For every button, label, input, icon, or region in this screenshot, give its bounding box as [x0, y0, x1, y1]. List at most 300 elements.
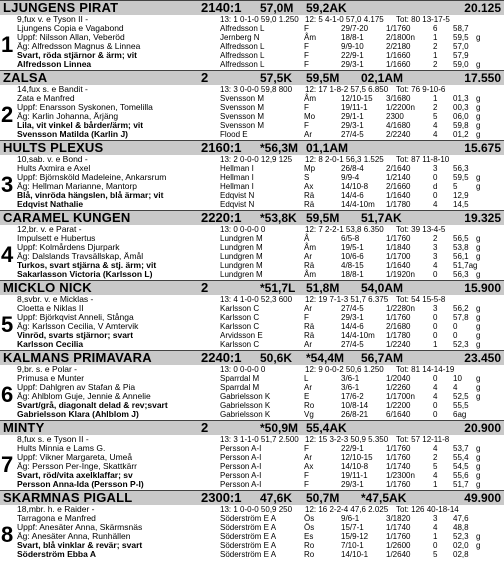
info-line: Karlsson Cecilia [17, 340, 84, 349]
start-cell: Ax [304, 462, 314, 471]
start-cell: 1/1760 [386, 234, 411, 243]
start-cell: g [476, 243, 481, 252]
start-cell: 58,7 [453, 24, 469, 33]
start-cell: 3 [433, 252, 438, 261]
start-cell: 12/10-15 [341, 453, 373, 462]
start-cell: Ar [304, 252, 312, 261]
start-cell: Ar [304, 130, 312, 139]
start-cell: 0 [433, 191, 438, 200]
stats-line: 12: 7 2-2-1 53,8 6.350 [305, 225, 384, 234]
info-line: Zata e Manfred [17, 94, 75, 103]
start-cell: 51,7 [453, 480, 469, 489]
info-line: Äg: Karlsson Cecilia, V Amtervik [17, 322, 139, 331]
start-cell: 5 [433, 462, 438, 471]
start-cell: 0 [433, 374, 438, 383]
season-stats [220, 435, 299, 444]
horse-entry [0, 70, 504, 140]
start-cell: 3/6-1 [341, 374, 360, 383]
entry-header [0, 490, 504, 505]
start-row [220, 453, 500, 462]
start-cell: 1 [433, 480, 438, 489]
start-row [220, 410, 500, 419]
start-cell: 1/2040 [386, 374, 411, 383]
start-cell: 0 [433, 173, 438, 182]
career-total: Tot: 39 13-4-5 [396, 225, 446, 234]
record-time: 57,5K [260, 71, 293, 85]
start-cell: 2 [433, 103, 438, 112]
info-line: Uppf: Dahlgren av Stafan & Pia [17, 383, 136, 392]
start-row [220, 191, 500, 200]
start-cell: Edqvist N [220, 200, 255, 209]
start-cell: Sparrdal M [220, 374, 260, 383]
start-cell: 57,0 [453, 42, 469, 51]
season-stats [220, 365, 265, 374]
start-cell: 0 [453, 322, 458, 331]
start-row [220, 200, 500, 209]
recent-starts [220, 164, 500, 209]
start-cell: Ro [304, 541, 315, 550]
info-line: Uppf: Nilsson Allan, Veberöd [17, 33, 125, 42]
start-cell: Persson A-I [220, 453, 262, 462]
start-cell: 12,9 [453, 191, 469, 200]
start-cell: 4 [433, 392, 438, 401]
start-cell: 14/10-8 [341, 462, 369, 471]
entry-header [0, 420, 504, 435]
start-cell: 4 [433, 261, 438, 270]
start-cell: 19/5-1 [341, 243, 364, 252]
info-line: 9,br. s. e Polar - [17, 365, 77, 374]
info-line: Svart, röd/vita axelklaffar; sv [17, 471, 133, 480]
start-distance: 2 [201, 70, 209, 85]
start-cell: 2/1680 [386, 322, 411, 331]
start-cell: 6 [433, 24, 438, 33]
start-cell: 6/5-8 [341, 234, 360, 243]
info-line: Svensson Matilda (Karlin J) [17, 130, 128, 139]
info-line: Primusa e Munter [17, 374, 85, 383]
start-cell: Svensson M [220, 94, 265, 103]
start-row [220, 374, 500, 383]
record-time: 57,0M [260, 1, 294, 15]
start-cell: 14/10-8 [341, 182, 369, 191]
start-cell: Söderström E A [220, 550, 277, 559]
info-line: Äg: Dalslands Travsällskap, Åmål [17, 252, 144, 261]
start-cell: g [476, 471, 481, 480]
start-cell: g [476, 234, 481, 243]
start-cell: 1/1740 [386, 462, 411, 471]
info-line: Impulsett e Hubertus [17, 234, 96, 243]
start-cell: Hellman I [220, 173, 254, 182]
info-line: Uppf: Enarsson Syskonen, Tomelilla [17, 103, 153, 112]
start-cell: 2 [433, 42, 438, 51]
info-line: Ljungens Copia e Vagabond [17, 24, 124, 33]
best-time: 51,8M [306, 281, 340, 295]
start-cell: F [304, 471, 309, 480]
start-row [220, 112, 500, 121]
info-line: 14,fux s. e Bandit - [17, 85, 88, 94]
start-cell: Flood E [220, 130, 248, 139]
start-row [220, 444, 500, 453]
start-cell: 3 [433, 243, 438, 252]
start-cell: 1/1760 [386, 313, 411, 322]
entry-header [0, 210, 504, 225]
stats-line: 13: 0 0-0-0 0 [220, 365, 266, 374]
start-row [220, 164, 500, 173]
record-time: *53,8K [260, 211, 297, 225]
career-total: Tot: 126 40-18-14 [396, 505, 459, 514]
best-time: 55,4AK [306, 421, 347, 435]
start-distance: 2300:1 [201, 490, 242, 505]
start-cell: 4 [433, 471, 438, 480]
start-cell: g [476, 322, 481, 331]
start-cell: 1/1780 [386, 200, 411, 209]
start-cell: 1/2300n [386, 471, 415, 480]
stats-line: 13: 0 0-0-0 0 [220, 225, 266, 234]
start-cell: g [476, 252, 481, 261]
start-cell: Lundgren M [220, 252, 263, 261]
start-cell: g [476, 331, 481, 340]
start-cell: Söderström E A [220, 541, 277, 550]
start-cell: 59,0 [453, 60, 469, 69]
start-cell: d [433, 182, 438, 191]
entry-header [0, 350, 504, 365]
entry-header [0, 280, 504, 295]
start-cell: Alfredsson L [220, 24, 265, 33]
horse-name: MINTY [3, 420, 45, 435]
season-stats-previous [305, 15, 384, 24]
start-cell: Jernberg N [220, 33, 260, 42]
start-cell: F [304, 121, 309, 130]
start-distance: 2240:1 [201, 350, 242, 365]
start-cell: 0 [433, 331, 438, 340]
start-cell: 22/9-1 [341, 444, 364, 453]
record-time: *56,3M [260, 141, 299, 155]
start-cell: 27/4-5 [341, 340, 364, 349]
start-cell: 14/4-6 [341, 191, 364, 200]
start-row [220, 383, 500, 392]
start-cell: Edqvist N [220, 191, 255, 200]
start-cell: 1/2200 [386, 401, 411, 410]
horse-entry [0, 350, 504, 420]
horse-entry [0, 210, 504, 280]
start-cell: Åm [304, 243, 316, 252]
start-cell: g [476, 112, 481, 121]
start-number: 6 [1, 382, 14, 407]
start-cell: 18/8-1 [341, 270, 364, 279]
horse-info [17, 155, 215, 209]
start-cell: Å [304, 234, 310, 243]
entry-header [0, 140, 504, 155]
start-row [220, 471, 500, 480]
start-cell: Lundgren M [220, 270, 263, 279]
start-cell: g [476, 33, 481, 42]
start-cell: 4 [433, 200, 438, 209]
start-cell: Svensson M [220, 121, 265, 130]
start-cell: Lundgren M [220, 243, 263, 252]
start-cell: L [304, 374, 309, 383]
stats-line: 12: 16 2-2-4 47,6 2.025 [305, 505, 389, 514]
start-cell: 2/1660 [386, 182, 411, 191]
best-time: 50,7M [306, 491, 340, 505]
season-stats-previous [305, 85, 388, 94]
horse-name: LJUNGENS PIRAT [3, 0, 119, 15]
start-cell: 2/1640 [386, 164, 411, 173]
start-cell: g [476, 374, 481, 383]
start-cell: 56,3 [453, 164, 469, 173]
start-cell: Åm [304, 33, 316, 42]
start-cell: 1/2200n [386, 103, 415, 112]
info-line: Äg: Anesäter Anna, Runhällen [17, 532, 131, 541]
season-stats [220, 295, 292, 304]
start-cell: Åm [304, 270, 316, 279]
horse-entry [0, 280, 504, 350]
start-cell: Svensson M [220, 112, 265, 121]
start-row [220, 322, 500, 331]
info-line: Uppf: Vikner Margareta, Umeå [17, 453, 133, 462]
start-cell: g [476, 392, 481, 401]
start-cell: 0 [433, 313, 438, 322]
start-cell: 1 [433, 340, 438, 349]
start-cell: 14/4-10m [341, 200, 375, 209]
auto-time: 51,7AK [361, 211, 402, 225]
info-line: 8,fux s. e Tyson II - [17, 435, 89, 444]
start-cell: 57,8 [453, 313, 469, 322]
start-cell: 3/1680 [386, 94, 411, 103]
start-row [220, 462, 500, 471]
start-cell: F [304, 51, 309, 60]
start-row [220, 340, 500, 349]
start-cell: 47,6 [453, 514, 469, 523]
season-stats [220, 15, 299, 24]
start-cell: Persson A-I [220, 444, 262, 453]
stats-line: 13: 3 0-0-0 59,8 800 [220, 85, 293, 94]
start-cell: 29/7-20 [341, 24, 369, 33]
start-cell: Ös [304, 523, 315, 532]
start-distance: 2 [201, 280, 209, 295]
horse-info [17, 365, 215, 419]
start-cell: 3 [433, 164, 438, 173]
start-cell: 2/2180 [386, 42, 411, 51]
start-cell: Persson A-I [220, 471, 262, 480]
start-cell: 14/4-10m [341, 331, 375, 340]
start-cell: 4 [433, 444, 438, 453]
start-cell: 1/1760 [386, 444, 411, 453]
auto-time: *47,5AK [361, 491, 407, 505]
start-cell: g [476, 94, 481, 103]
total-prize: 20.125 [464, 1, 501, 15]
start-cell: F [304, 444, 309, 453]
start-cell: 9/9-10 [341, 42, 364, 51]
start-cell: 01,3 [453, 94, 469, 103]
info-line: Cloetta e Niklas II [17, 304, 84, 313]
info-line: Tarragona e Manfred [17, 514, 96, 523]
horse-entry [0, 0, 504, 70]
start-cell: g [476, 304, 481, 313]
start-cell: 1 [433, 532, 438, 541]
start-cell: 7/10-1 [341, 541, 364, 550]
start-cell: 2 [433, 60, 438, 69]
start-cell: Alfredsson L [220, 42, 265, 51]
info-line: 18,mbr. h. e Raider - [17, 505, 95, 514]
start-cell: 19/11-1 [341, 471, 368, 480]
stats-line: 12: 19 7-1-3 51,7 6.375 [305, 295, 389, 304]
career-total: Tot: 57 12-11-8 [396, 435, 450, 444]
start-cell: 1/1660 [386, 51, 411, 60]
stats-line: 13: 1 0-1-0 59,0 1.250 [220, 15, 299, 24]
start-cell: g [476, 453, 481, 462]
career-total: Tot: 80 13-17-5 [396, 15, 450, 24]
info-line: Blå, vinröda hängslen, blå ärmar; vit [17, 191, 164, 200]
start-cell: 17/6-2 [341, 392, 364, 401]
start-cell: Gabrielsson K [220, 410, 271, 419]
start-cell: 4 [453, 383, 458, 392]
start-cell: 1/1660 [386, 60, 411, 69]
start-cell: g [476, 383, 481, 392]
entry-header [0, 70, 504, 85]
season-stats [220, 225, 265, 234]
start-cell: 2/1800n [386, 33, 415, 42]
start-cell: 0 [433, 270, 438, 279]
best-time: 01,1AM [306, 141, 349, 155]
career-total: Tot: 81 14-14-19 [396, 365, 455, 374]
start-cell: Gabrielsson K [220, 392, 271, 401]
start-cell: 54,5 [453, 462, 469, 471]
start-cell: 29/3-1 [341, 313, 364, 322]
start-row [220, 130, 500, 139]
start-cell: 2300 [386, 112, 404, 121]
start-cell: 9/9-4 [341, 173, 360, 182]
horse-info [17, 435, 215, 489]
recent-starts [220, 234, 500, 279]
start-cell: F [304, 24, 309, 33]
start-cell: 2 [433, 234, 438, 243]
total-prize: 15.675 [464, 141, 501, 155]
start-cell: 3 [433, 304, 438, 313]
start-cell: 1/1700 [386, 252, 411, 261]
start-cell: g [476, 480, 481, 489]
info-line: Svart, röda stjärnor & ärm; vit [17, 51, 137, 60]
start-cell: 18/8-1 [341, 33, 364, 42]
start-cell: 14/4-6 [341, 322, 364, 331]
start-cell: 1/1760 [386, 480, 411, 489]
start-cell: Rä [304, 200, 315, 209]
career-total: Tot: 54 15-5-8 [396, 295, 446, 304]
start-cell: 5 [433, 112, 438, 121]
start-cell: 00,3 [453, 103, 469, 112]
start-row [220, 60, 500, 69]
info-line: Uppf: Kolmårdens Djurpark [17, 243, 120, 252]
start-cell: 26/8-4 [341, 164, 364, 173]
start-cell: 4 [433, 523, 438, 532]
start-cell: g [476, 130, 481, 139]
start-cell: 5 [433, 550, 438, 559]
season-stats-previous [305, 505, 388, 514]
season-stats [220, 85, 292, 94]
info-line: 8,svbr. v. e Micklas - [17, 295, 94, 304]
start-distance: 2140:1 [201, 0, 242, 15]
start-cell: 2 [433, 453, 438, 462]
career-total: Tot: 76 9-10-6 [396, 85, 446, 94]
info-line: Svart/grå, diagonalt delad & rev;svart [17, 401, 168, 410]
best-time: 59,5M [306, 71, 340, 85]
start-cell: 29/3-1 [341, 480, 364, 489]
start-cell: Svensson M [220, 103, 265, 112]
info-line: Äg: Karlin Johanna, Årjäng [17, 112, 119, 121]
start-number: 2 [1, 102, 14, 127]
recent-starts [220, 304, 500, 349]
start-cell: 2/2240 [386, 130, 411, 139]
horse-name: KALMANS PRIMAVARA [3, 350, 152, 365]
start-cell: 22/9-1 [341, 51, 364, 60]
total-prize: 49.900 [464, 491, 501, 505]
horse-name: CARAMEL KUNGEN [3, 210, 131, 225]
info-line: Edqvist Nathalie [17, 200, 84, 209]
start-cell: 1 [433, 94, 438, 103]
start-cell: 19/11-1 [341, 103, 368, 112]
start-cell: F [304, 480, 309, 489]
start-cell: Söderström E A [220, 532, 277, 541]
start-cell: Ax [304, 182, 314, 191]
entry-header [0, 0, 504, 15]
start-cell: Ar [304, 383, 312, 392]
recent-starts [220, 24, 500, 69]
start-cell: 1/2640 [386, 550, 411, 559]
start-row [220, 42, 500, 51]
start-cell: 27/4-5 [341, 304, 364, 313]
start-cell: 1/2280n [386, 304, 415, 313]
stats-line: 13: 2 0-0-0 12,9 125 [220, 155, 293, 164]
total-prize: 15.900 [464, 281, 501, 295]
info-line: Sakarlasson Victoria (Karlsson L) [17, 270, 153, 279]
start-cell: 02,0 [453, 541, 469, 550]
start-row [220, 523, 500, 532]
start-cell: Rä [304, 261, 315, 270]
start-cell: 53,8 [453, 243, 469, 252]
start-cell: Ar [304, 453, 312, 462]
info-line: Äg: Persson Per-Inge, Skattkärr [17, 462, 137, 471]
start-cell: 1/1700n [386, 392, 415, 401]
info-line: Alfredsson Linnea [17, 60, 92, 69]
start-cell: 1/1760 [386, 453, 411, 462]
info-line: Söderström Ebba A [17, 550, 97, 559]
start-cell: 1/2600 [386, 541, 411, 550]
start-cell: Rä [304, 322, 315, 331]
total-prize: 23.450 [464, 351, 501, 365]
start-row [220, 252, 500, 261]
start-cell: Karlsson C [220, 304, 260, 313]
info-line: Äg: Alfredsson Magnus & Linnea [17, 42, 141, 51]
start-cell: 59,5 [453, 33, 469, 42]
season-stats-previous [305, 225, 384, 234]
start-cell: Söderström E A [220, 523, 277, 532]
start-cell: 1/1920n [386, 270, 415, 279]
start-distance: 2 [201, 420, 209, 435]
start-cell: g [476, 60, 481, 69]
start-cell: 53,7 [453, 444, 469, 453]
start-cell: 4/8-15 [341, 261, 364, 270]
info-line: Turkos, svart stjärna & stj. ärm; vit [17, 261, 157, 270]
start-cell: Ro [304, 550, 315, 559]
start-cell: 29/3-1 [341, 121, 364, 130]
start-cell: 55,5 [453, 401, 469, 410]
horse-info [17, 225, 215, 279]
info-line: Uppf: Anesäter Anna, Skärmsnäs [17, 523, 143, 532]
start-cell: Karlsson C [220, 340, 260, 349]
start-cell: 56,5 [453, 234, 469, 243]
start-cell: F [304, 60, 309, 69]
horse-info [17, 85, 215, 139]
start-row [220, 480, 500, 489]
horse-info [17, 15, 215, 69]
